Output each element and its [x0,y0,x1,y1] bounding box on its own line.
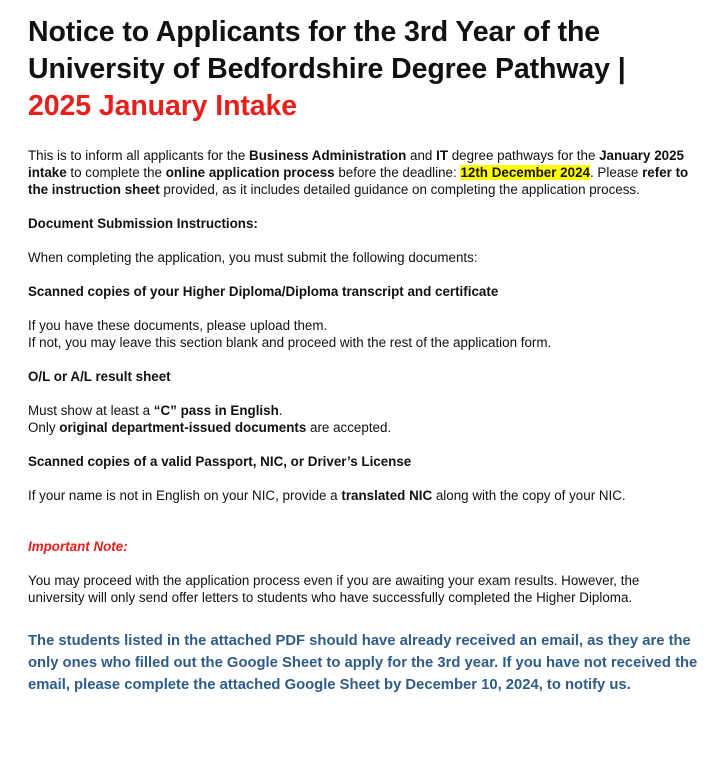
doc-heading [28,215,700,232]
intro-intake: January 2025 intake [28,148,684,180]
intro-instruction-sheet: refer to the instruction sheet [28,165,689,197]
doc-heading-text: Document Submission Instructions: [28,216,258,231]
intro-text: and [406,148,437,163]
item2-line2 [28,419,700,436]
title-line-2: University of Bedfordshire Degree Pathway | [28,53,626,85]
intro-paragraph [28,147,700,198]
notice-title [28,14,700,125]
item2-text: . [278,403,283,418]
item3-text: along with the copy of your NIC. [432,488,626,503]
intro-text: degree pathways for the [448,148,600,163]
item2-heading [28,368,700,385]
item3-translated-nic: translated NIC [341,488,433,503]
item1-line2: If not, you may leave this section blank and proceed with the rest of the application form. [28,335,552,350]
item1-heading [28,283,700,300]
important-note-label-text: Important Note: [28,539,128,554]
item2-text: Only [28,420,60,435]
intro-text: before the deadline: [334,165,461,180]
item3-heading-text: Scanned copies of a valid Passport, NIC, or Driver’s License [28,454,412,469]
title-line-1: Notice to Applicants for the 3rd Year of the [28,16,601,48]
notice-body [28,147,700,606]
intro-it: IT [436,148,448,163]
important-note-text: You may proceed with the application process even if you are awaiting your exam results. However, the university will only send offer letters to students who have successfully completed the Higher Diploma. [28,573,640,605]
intro-text: to complete the [66,165,166,180]
intro-online-process: online application process [165,165,335,180]
google-sheet-notice: The students listed in the attached PDF should have already received an email, as they are the only ones who filled out the Google Sheet to apply for the 3rd year. If you have not received the email, please complete the attached Google Sheet by December 10, 2024, to notify us. [28,633,698,693]
intro-text: . Please [589,165,643,180]
item3-heading [28,453,700,470]
intro-text: This is to inform all applicants for the [28,148,250,163]
item2-text: Must show at least a [28,403,154,418]
deadline-highlight: 12th December 2024 [460,165,590,180]
intro-text: provided, as it includes detailed guidance on completing the application process. [159,182,640,197]
notice-document [28,14,700,696]
item2-line1 [28,402,700,419]
doc-intro: When completing the application, you must submit the following documents: [28,250,478,265]
item3-text: If your name is not in English on your NIC, provide a [28,488,342,503]
important-note-label [28,538,700,555]
title-intake: 2025 January Intake [28,90,298,122]
item2-c-pass: “C” pass in English [153,403,279,418]
item2-text: are accepted. [306,420,392,435]
item3-line [28,487,700,504]
item2-heading-text: O/L or A/L result sheet [28,369,171,384]
item2-original-docs: original department-issued documents [59,420,307,435]
intro-business-admin: Business Administration [249,148,407,163]
item1-heading-text: Scanned copies of your Higher Diploma/Diploma transcript and certificate [28,284,499,299]
item1-line1: If you have these documents, please upload them. [28,318,328,333]
